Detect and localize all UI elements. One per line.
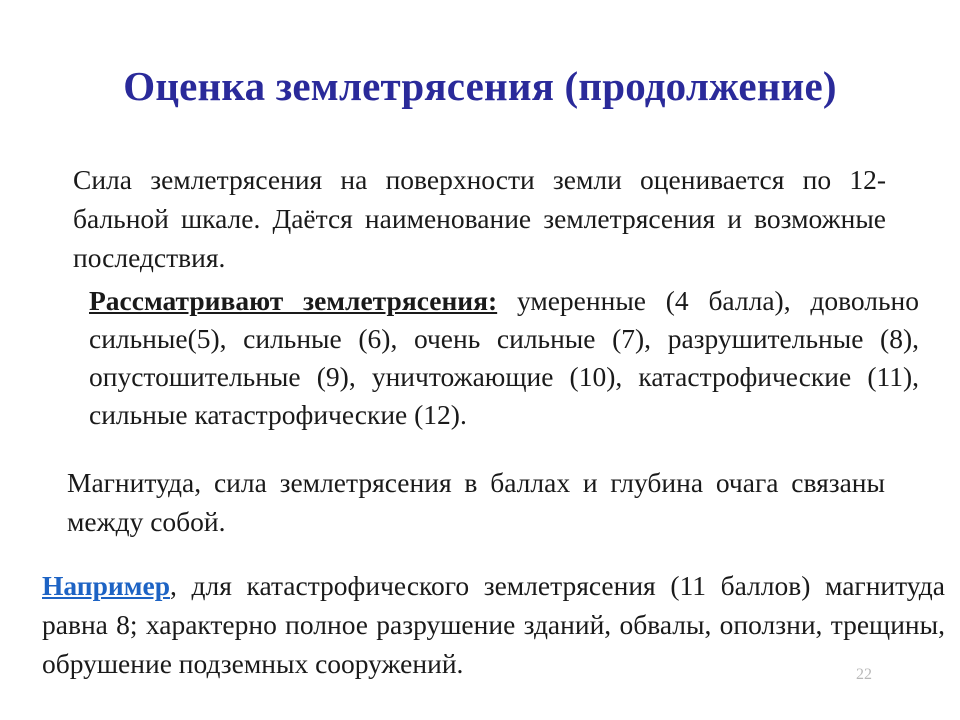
page-number: 22 <box>856 666 872 683</box>
categories-text: умеренные (4 балла), довольно сильные(5), сильные (6), очень сильные (7), разрушительные (8), опустошительные (9), уничтожающие (10), катастрофические (11), сильные катастрофические (12). <box>89 285 919 430</box>
paragraph-example <box>42 566 945 683</box>
paragraph-magnitude-relation: Магнитуда, сила землетрясения в баллах и глубина очага связаны между собой. <box>67 467 885 537</box>
example-text: , для катастрофического землетрясения (11 баллов) магнитуда равна 8; характерно полное разрушение зданий, обвалы, оползни, трещины, обрушение подземных сооружений. <box>42 570 945 679</box>
categories-lead: Рассматривают землетрясения: <box>89 285 498 316</box>
example-link[interactable]: Например <box>42 570 170 601</box>
slide-title: Оценка землетрясения (продолжение) <box>123 63 837 109</box>
paragraph-earthquake-categories <box>89 282 919 434</box>
paragraph-scale-description: Сила землетрясения на поверхности земли оценивается по 12-бальной шкале. Даётся наименование землетрясения и возможные последствия. <box>73 164 886 273</box>
